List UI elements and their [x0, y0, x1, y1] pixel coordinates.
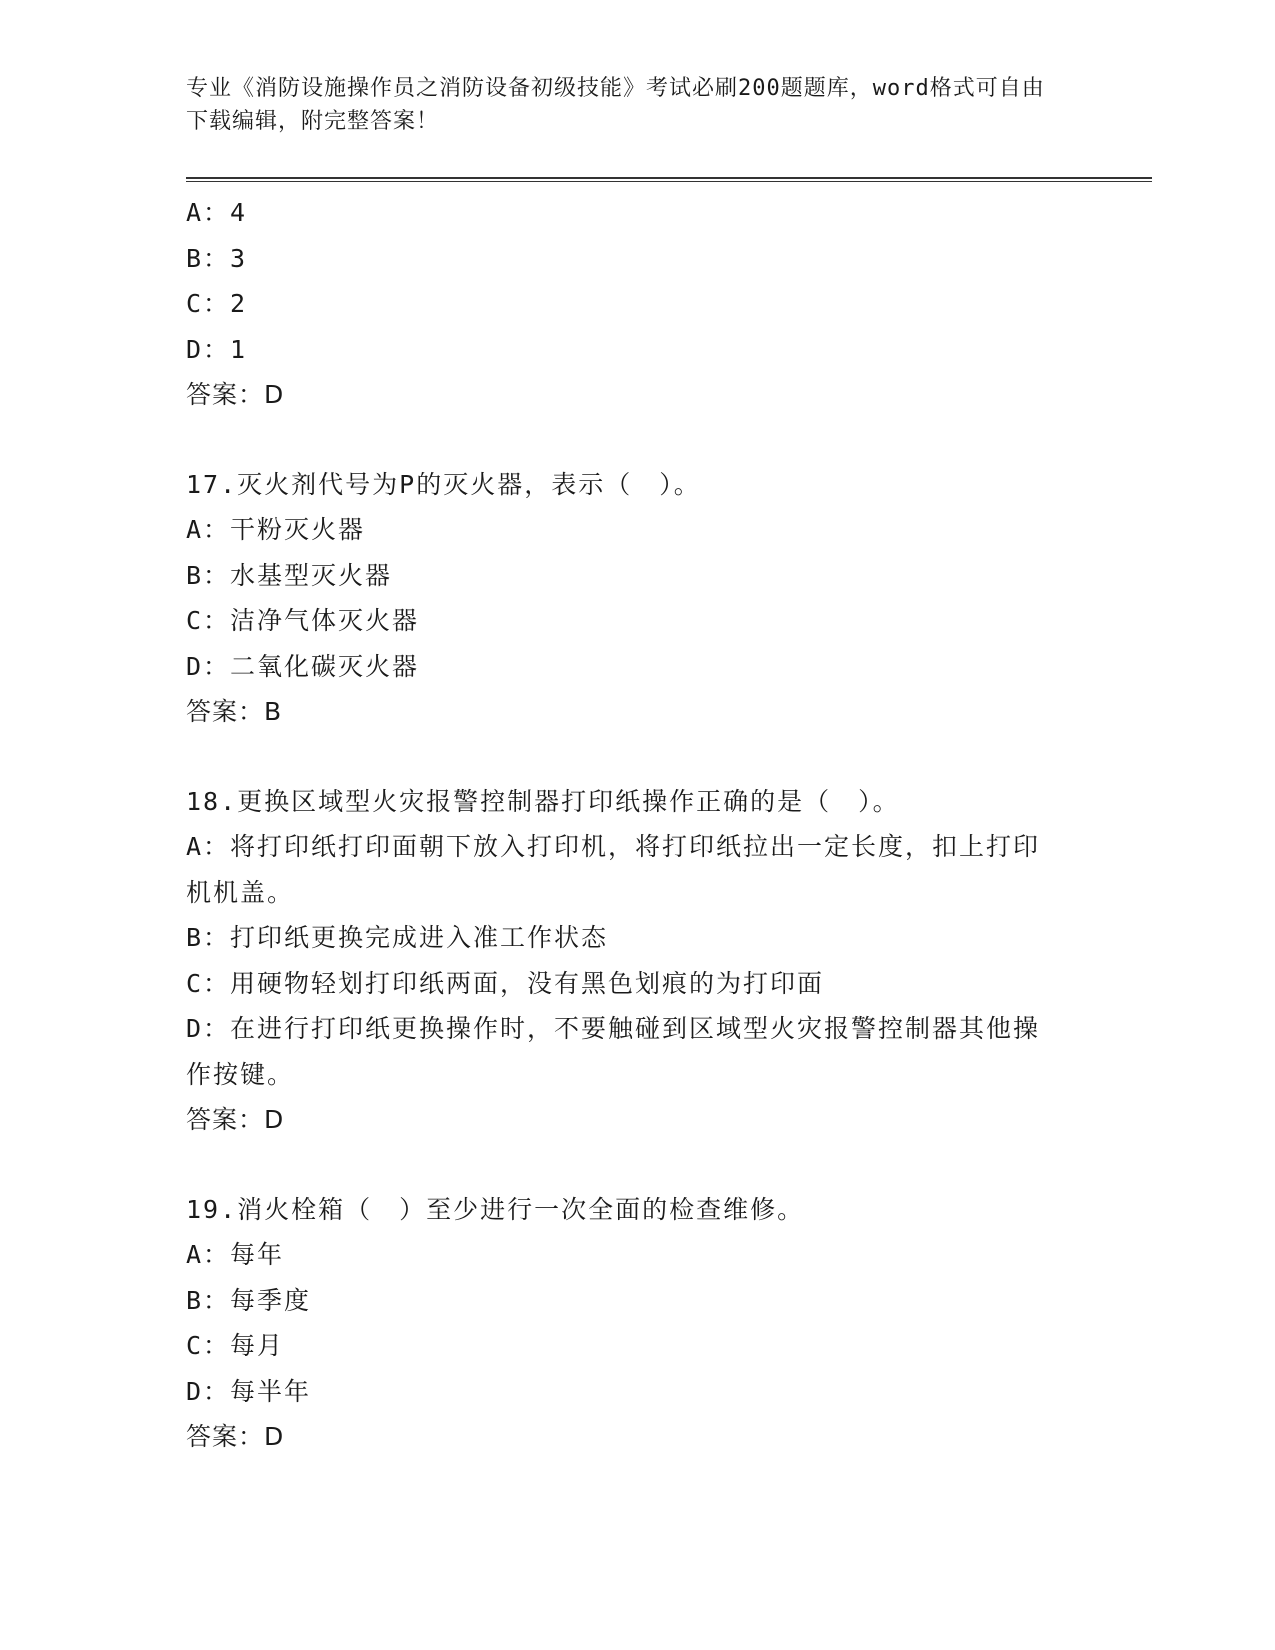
option-a: A：4	[186, 198, 248, 227]
option-b: B：每季度	[186, 1285, 312, 1315]
spacer	[186, 1143, 1066, 1187]
header-divider	[186, 177, 1152, 182]
answer-line: 答案：D	[186, 1105, 285, 1134]
question-17	[186, 462, 1066, 735]
question-18	[186, 779, 1066, 1143]
answer-line: 答案：B	[186, 697, 283, 726]
option-d: D：1	[186, 334, 248, 364]
option-c: C：2	[186, 289, 248, 318]
question-text: 17.灭火剂代号为P的灭火器，表示（ ）。	[186, 469, 701, 499]
question-16	[186, 190, 1066, 418]
option-d: D：二氧化碳灭火器	[186, 651, 420, 681]
spacer	[186, 418, 1066, 462]
option-a: A：将打印纸打印面朝下放入打印机，将打印纸拉出一定长度，扣上打印机机盖。	[186, 832, 1041, 907]
option-b: B：3	[186, 243, 248, 273]
option-c: C：每月	[186, 1331, 285, 1360]
question-list	[186, 190, 1066, 1460]
option-b: B：水基型灭火器	[186, 560, 393, 590]
answer-line: 答案：D	[186, 380, 285, 409]
option-a: A：每年	[186, 1240, 285, 1269]
option-d: D：在进行打印纸更换操作时，不要触碰到区域型火灾报警控制器其他操作按键。	[186, 1014, 1041, 1089]
option-d: D：每半年	[186, 1376, 312, 1406]
option-c: C：洁净气体灭火器	[186, 606, 420, 635]
option-a: A：干粉灭火器	[186, 515, 366, 544]
header-text: 专业《消防设施操作员之消防设备初级技能》考试必刷200题题库，word格式可自由下载编辑，附完整答案！	[186, 76, 1045, 134]
answer-line: 答案：D	[186, 1422, 285, 1451]
option-c: C：用硬物轻划打印纸两面，没有黑色划痕的为打印面	[186, 968, 825, 998]
question-text: 18.更换区域型火灾报警控制器打印纸操作正确的是（ ）。	[186, 786, 900, 816]
document-header	[186, 72, 1066, 138]
question-19	[186, 1187, 1066, 1460]
option-b: B：打印纸更换完成进入准工作状态	[186, 923, 609, 952]
spacer	[186, 735, 1066, 779]
question-text: 19.消火栓箱（ ）至少进行一次全面的检查维修。	[186, 1194, 805, 1224]
